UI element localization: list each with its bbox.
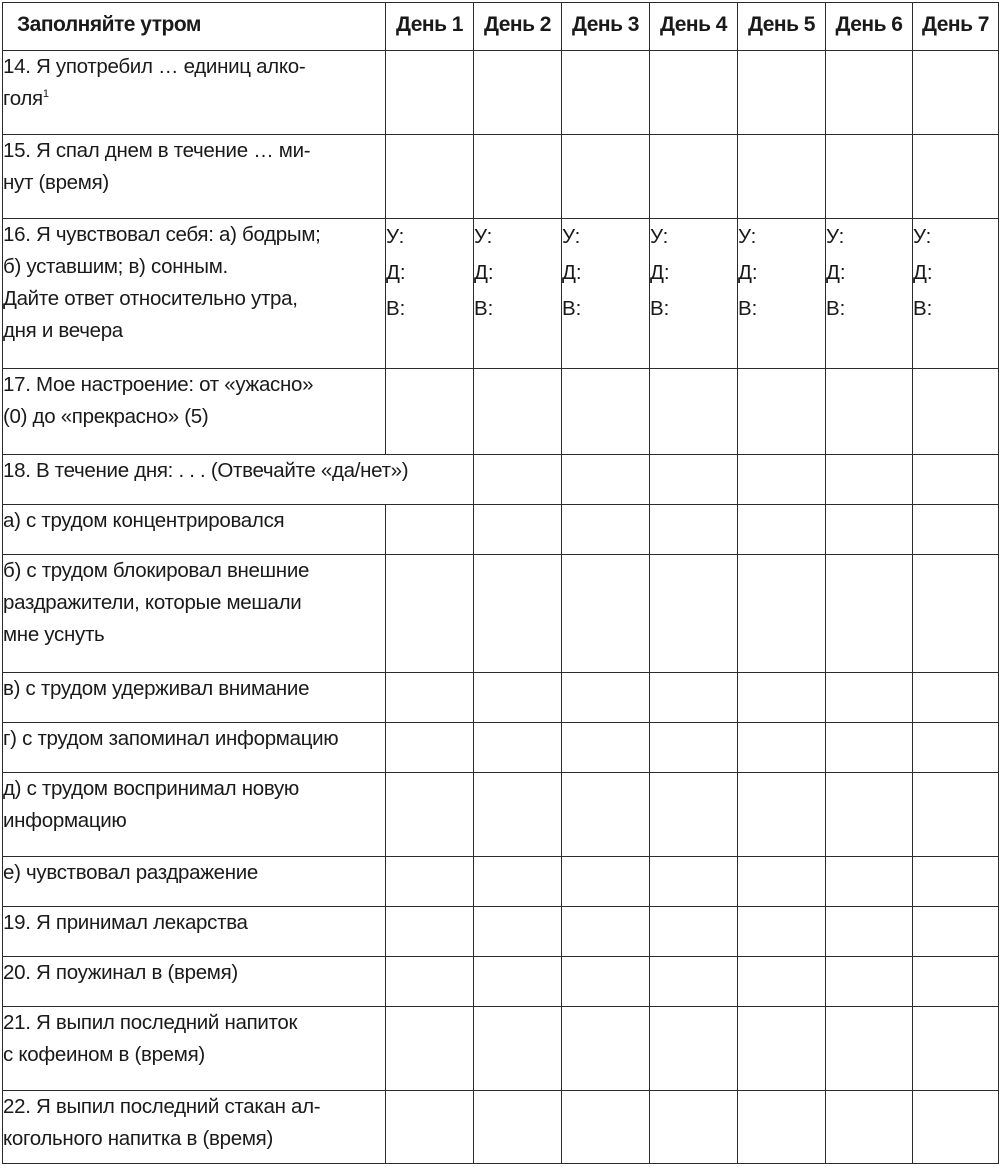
answer-cell-day-1[interactable] xyxy=(386,1091,474,1164)
question-14-alcohol-units: 14. Я употребил … единиц алко- голя$^1$ xyxy=(3,51,386,135)
table-row xyxy=(3,773,999,857)
answer-cell-day-6[interactable] xyxy=(826,673,913,723)
answer-cell-day-3[interactable] xyxy=(562,505,650,555)
table-row xyxy=(3,219,999,369)
answer-cell-day-7[interactable] xyxy=(913,907,999,957)
answer-cell-day-1[interactable] xyxy=(386,505,474,555)
answer-cell-day-1[interactable] xyxy=(386,957,474,1007)
answer-cell-day-7[interactable]: У: Д: В: xyxy=(913,219,999,369)
answer-cell-day-4[interactable] xyxy=(562,455,650,505)
answer-cell-day-3[interactable] xyxy=(562,1091,650,1164)
answer-cell-day-5[interactable] xyxy=(738,135,826,219)
answer-cell-day-2[interactable] xyxy=(474,907,562,957)
answer-cell-day-2[interactable] xyxy=(474,51,562,135)
answer-cell-day-4[interactable] xyxy=(650,857,738,907)
answer-cell-day-2[interactable] xyxy=(474,1007,562,1091)
answer-cell-day-3[interactable] xyxy=(474,455,562,505)
answer-cell-day-1[interactable]: У: Д: В: xyxy=(386,219,474,369)
table-row xyxy=(3,673,999,723)
answer-cell-day-3[interactable]: У: Д: В: xyxy=(562,219,650,369)
question-18v-attention: в) с трудом удерживал внимание xyxy=(3,673,386,723)
answer-cell-day-2[interactable] xyxy=(474,555,562,673)
answer-cell-day-1[interactable] xyxy=(386,907,474,957)
answer-cell-day-1[interactable] xyxy=(386,555,474,673)
answer-cell-day-7[interactable] xyxy=(913,673,999,723)
table-row xyxy=(3,51,999,135)
question-17-mood: 17. Мое настроение: от «ужасно» (0) до «прекрасно» (5) xyxy=(3,369,386,455)
answer-cell-day-7[interactable] xyxy=(913,857,999,907)
answer-cell-day-1[interactable] xyxy=(386,773,474,857)
answer-cell-day-2[interactable] xyxy=(474,369,562,455)
question-22-alcohol-time: 22. Я выпил последний стакан ал- когольного напитка в (время) xyxy=(3,1091,386,1164)
answer-cell-day-4[interactable]: У: Д: В: xyxy=(650,219,738,369)
answer-cell-day-2[interactable] xyxy=(474,773,562,857)
answer-cell-day-2[interactable]: У: Д: В: xyxy=(474,219,562,369)
answer-cell-day-7[interactable] xyxy=(913,1091,999,1164)
answer-cell-day-3[interactable] xyxy=(562,369,650,455)
answer-cell-day-3[interactable] xyxy=(562,773,650,857)
answer-cell-day-2[interactable] xyxy=(474,135,562,219)
question-20-dinner-time: 20. Я поужинал в (время) xyxy=(3,957,386,1007)
answer-cell-day-4[interactable] xyxy=(650,369,738,455)
answer-cell-day-7[interactable] xyxy=(913,1007,999,1091)
answer-cell-day-1[interactable] xyxy=(386,1007,474,1091)
answer-cell-day-5[interactable] xyxy=(738,505,826,555)
header-day-5: День 5 xyxy=(738,3,826,51)
answer-cell-day-6[interactable] xyxy=(826,857,913,907)
answer-cell-day-6[interactable] xyxy=(826,907,913,957)
question-19-medications: 19. Я принимал лекарства xyxy=(3,907,386,957)
table-row xyxy=(3,135,999,219)
table-row xyxy=(3,1007,999,1091)
table-row xyxy=(3,555,999,673)
answer-cell-day-5[interactable] xyxy=(738,369,826,455)
answer-cell-day-3[interactable] xyxy=(562,51,650,135)
answer-cell-day-1[interactable] xyxy=(386,723,474,773)
answer-cell-day-3[interactable] xyxy=(562,957,650,1007)
answer-cell-day-4[interactable] xyxy=(650,723,738,773)
answer-cell-day-5[interactable] xyxy=(738,1091,826,1164)
answer-cell-day-7[interactable] xyxy=(913,51,999,135)
answer-cell-day-6[interactable] xyxy=(826,773,913,857)
answer-cell-day-4[interactable] xyxy=(650,51,738,135)
question-18-during-day: 18. В течение дня: . . . (Отвечайте «да/нет») xyxy=(3,455,474,505)
answer-cell-day-4[interactable] xyxy=(650,957,738,1007)
answer-cell-day-7[interactable] xyxy=(913,723,999,773)
answer-cell-day-5[interactable]: У: Д: В: xyxy=(738,219,826,369)
answer-cell-day-2[interactable] xyxy=(474,673,562,723)
answer-cell-day-1[interactable] xyxy=(386,673,474,723)
answer-cell-day-3[interactable] xyxy=(562,907,650,957)
answer-cell-day-5[interactable] xyxy=(650,455,738,505)
answer-cell-day-2[interactable] xyxy=(474,857,562,907)
header-day-1: День 1 xyxy=(386,3,474,51)
answer-cell-day-5[interactable] xyxy=(738,51,826,135)
answer-cell-day-4[interactable] xyxy=(650,135,738,219)
answer-cell-day-7[interactable] xyxy=(913,369,999,455)
header-day-6: День 6 xyxy=(826,3,913,51)
header-day-4: День 4 xyxy=(650,3,738,51)
answer-cell-day-5[interactable] xyxy=(738,857,826,907)
answer-cell-day-7[interactable] xyxy=(913,135,999,219)
question-21-caffeine-time: 21. Я выпил последний напиток с кофеином в (время) xyxy=(3,1007,386,1091)
question-18a-concentration: а) с трудом концентрировался xyxy=(3,505,386,555)
table-row xyxy=(3,723,999,773)
answer-cell-day-6[interactable] xyxy=(826,51,913,135)
answer-cell-day-5[interactable] xyxy=(738,1007,826,1091)
header-day-3: День 3 xyxy=(562,3,650,51)
answer-cell-day-7[interactable] xyxy=(826,455,913,505)
answer-cell-day-6[interactable]: У: Д: В: xyxy=(826,219,913,369)
answer-cell-day-3[interactable] xyxy=(562,555,650,673)
answer-cell-day-4[interactable] xyxy=(650,907,738,957)
answer-cell-day-6[interactable] xyxy=(826,135,913,219)
answer-cell-day-7[interactable] xyxy=(913,505,999,555)
answer-cell-day-3[interactable] xyxy=(562,135,650,219)
header-day-2: День 2 xyxy=(474,3,562,51)
header-fill-morning: Заполняйте утром xyxy=(3,3,386,51)
answer-cell-day-7[interactable] xyxy=(913,957,999,1007)
footnote-marker: 1 xyxy=(42,88,49,101)
answer-cell-day-4[interactable] xyxy=(650,555,738,673)
answer-cell-day-2[interactable] xyxy=(474,1091,562,1164)
answer-cell-day-2[interactable] xyxy=(474,505,562,555)
answer-cell-day-2[interactable] xyxy=(474,957,562,1007)
answer-cell-day-7[interactable] xyxy=(913,773,999,857)
answer-cell-day-5[interactable] xyxy=(738,723,826,773)
answer-cell-day-3[interactable] xyxy=(562,723,650,773)
answer-cell-day-6[interactable] xyxy=(826,505,913,555)
table-row xyxy=(3,857,999,907)
answer-cell-day-5[interactable] xyxy=(738,773,826,857)
question-18b-external-stimuli: б) с трудом блокировал внешние раздражители, которые мешали мне уснуть xyxy=(3,555,386,673)
answer-cell-day-5[interactable] xyxy=(738,957,826,1007)
answer-cell-day-4[interactable] xyxy=(650,773,738,857)
answer-cell-day-extra[interactable] xyxy=(913,455,999,505)
answer-cell-day-5[interactable] xyxy=(738,673,826,723)
answer-cell-day-1[interactable] xyxy=(386,857,474,907)
header-day-7: День 7 xyxy=(913,3,999,51)
question-18d-new-information: д) с трудом воспринимал новую информацию xyxy=(3,773,386,857)
question-15-daytime-nap: 15. Я спал днем в течение … ми- нут (время) xyxy=(3,135,386,219)
question-18g-memory: г) с трудом запоминал информацию xyxy=(3,723,386,773)
answer-cell-day-6[interactable] xyxy=(826,957,913,1007)
answer-cell-day-6[interactable] xyxy=(826,369,913,455)
answer-cell-day-6[interactable] xyxy=(826,555,913,673)
question-16-feeling: 16. Я чувствовал себя: а) бодрым; б) уставшим; в) сонным. Дайте ответ относительно утра, дня и вечера xyxy=(3,219,386,369)
answer-cell-day-6[interactable] xyxy=(738,455,826,505)
answer-cell-day-4[interactable] xyxy=(650,673,738,723)
table-row xyxy=(3,1091,999,1164)
answer-cell-day-1[interactable] xyxy=(386,369,474,455)
answer-cell-day-1[interactable] xyxy=(386,135,474,219)
answer-cell-day-1[interactable] xyxy=(386,51,474,135)
table-row xyxy=(3,455,999,505)
answer-cell-day-4[interactable] xyxy=(650,1091,738,1164)
table-row xyxy=(3,907,999,957)
answer-cell-day-4[interactable] xyxy=(650,1007,738,1091)
answer-cell-day-6[interactable] xyxy=(826,1007,913,1091)
answer-cell-day-5[interactable] xyxy=(738,907,826,957)
table-row xyxy=(3,369,999,455)
answer-cell-day-5[interactable] xyxy=(738,555,826,673)
question-18e-irritation: е) чувствовал раздражение xyxy=(3,857,386,907)
header-row xyxy=(3,3,999,51)
answer-cell-day-2[interactable] xyxy=(474,723,562,773)
answer-cell-day-6[interactable] xyxy=(826,723,913,773)
answer-cell-day-6[interactable] xyxy=(826,1091,913,1164)
table-row xyxy=(3,505,999,555)
answer-cell-day-4[interactable] xyxy=(650,505,738,555)
answer-cell-day-3[interactable] xyxy=(562,857,650,907)
table-row xyxy=(3,957,999,1007)
sleep-diary-table xyxy=(2,2,999,1164)
answer-cell-day-3[interactable] xyxy=(562,1007,650,1091)
answer-cell-day-7[interactable] xyxy=(913,555,999,673)
answer-cell-day-3[interactable] xyxy=(562,673,650,723)
